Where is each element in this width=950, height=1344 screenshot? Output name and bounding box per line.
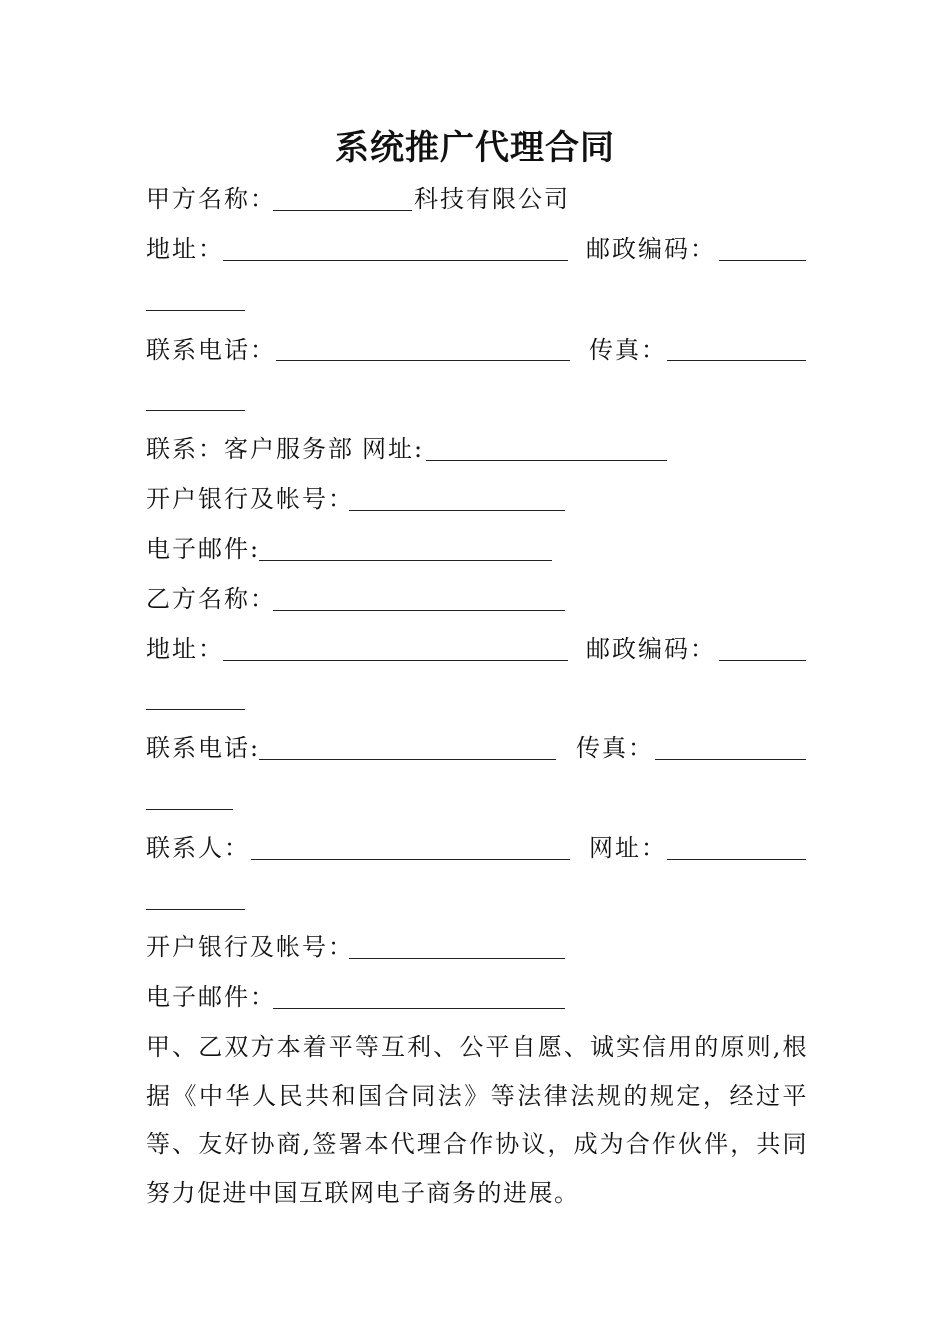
party-b-contact-label: 联系人：	[146, 834, 250, 862]
party-b-bank-row	[146, 927, 354, 967]
party-a-postcode-blank	[719, 260, 806, 261]
party-a-email-row	[146, 529, 260, 569]
party-b-address-row	[146, 629, 224, 669]
party-a-postcode-row	[586, 229, 716, 269]
party-b-website-blank	[667, 859, 806, 860]
party-a-name-suffix: 科技有限公司	[414, 185, 570, 213]
party-a-fax-row	[589, 330, 667, 370]
party-b-name-row	[146, 579, 276, 619]
party-a-bank-row	[146, 479, 354, 519]
party-a-address-blank	[223, 260, 568, 261]
contract-title: 系统推广代理合同	[335, 128, 615, 168]
party-b-contact-blank	[251, 859, 570, 860]
party-b-phone-row	[146, 728, 260, 768]
party-b-website-row	[589, 828, 667, 868]
party-b-postcode-blank	[719, 660, 806, 661]
party-a-name-row	[146, 179, 276, 219]
party-a-email-blank	[259, 560, 552, 561]
party-b-postcode-label: 邮政编码：	[586, 635, 716, 663]
party-b-postcode-blank-cont	[146, 709, 245, 710]
party-b-contact-row	[146, 828, 250, 868]
party-a-address-label: 地址：	[146, 235, 224, 263]
party-b-phone-blank	[259, 759, 556, 760]
party-a-bank-blank	[349, 510, 565, 511]
party-b-fax-row	[576, 728, 654, 768]
party-a-fax-blank	[667, 360, 806, 361]
party-a-name-suffix-row	[414, 179, 570, 219]
party-a-website-blank	[426, 460, 667, 461]
party-b-name-label: 乙方名称：	[146, 585, 276, 613]
party-a-website-row	[362, 429, 424, 469]
party-b-address-label: 地址：	[146, 635, 224, 663]
party-b-email-blank	[273, 1008, 565, 1009]
party-b-bank-blank	[349, 958, 565, 959]
party-a-email-label: 电子邮件:	[146, 535, 261, 563]
party-a-phone-row	[146, 330, 276, 370]
party-b-bank-label: 开户银行及帐号：	[146, 933, 354, 961]
party-b-postcode-row	[586, 629, 716, 669]
party-a-postcode-blank-cont	[146, 310, 245, 311]
party-b-email-label: 电子邮件：	[146, 983, 276, 1011]
party-b-email-row	[146, 977, 276, 1017]
party-a-contact-label: 联系：客户服务部	[146, 435, 354, 463]
party-b-address-blank	[223, 660, 568, 661]
party-a-postcode-label: 邮政编码：	[586, 235, 716, 263]
party-a-name-blank	[273, 210, 412, 211]
party-b-fax-blank-cont	[146, 809, 233, 810]
party-a-bank-label: 开户银行及帐号：	[146, 485, 354, 513]
party-a-fax-label: 传真：	[589, 336, 667, 364]
party-a-fax-blank-cont	[146, 410, 245, 411]
party-a-website-label: 网址:	[362, 435, 425, 463]
party-b-fax-blank	[655, 759, 806, 760]
party-a-phone-label: 联系电话：	[146, 336, 276, 364]
party-b-website-label: 网址：	[589, 834, 667, 862]
party-a-phone-blank	[276, 360, 570, 361]
party-a-contact-row	[146, 429, 354, 469]
party-b-phone-label: 联系电话:	[146, 734, 261, 762]
party-b-fax-label: 传真：	[576, 734, 654, 762]
contract-preamble: 甲、乙双方本着平等互利、公平自愿、诚实信用的原则,根据《中华人民共和国合同法》等法律法规的规定，经过平等、友好协商,签署本代理合作协议，成为合作伙伴，共同努力促进中国互联网电子商务的进展。	[146, 1033, 808, 1207]
party-b-website-blank-cont	[146, 909, 245, 910]
party-a-address-row	[146, 229, 224, 269]
party-a-name-label: 甲方名称：	[146, 185, 276, 213]
party-b-name-blank	[273, 610, 565, 611]
